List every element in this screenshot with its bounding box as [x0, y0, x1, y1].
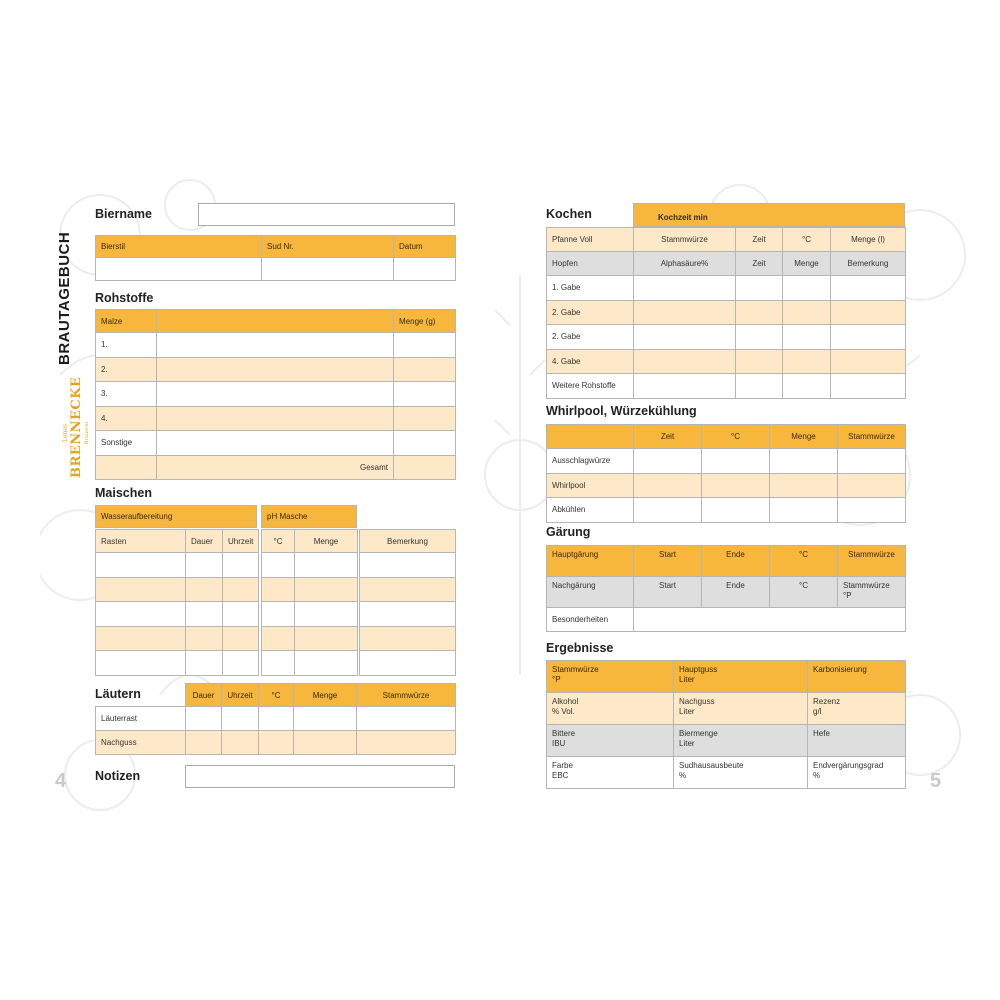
temp-input[interactable] [262, 602, 295, 627]
bemerkung-header: Bemerkung [831, 252, 906, 276]
ergebnis-cell[interactable] [674, 693, 808, 725]
besonderheiten-input[interactable] [634, 608, 906, 632]
zeit-input[interactable] [736, 374, 783, 399]
menge-input[interactable] [295, 602, 358, 627]
page-number-left: 4 [55, 770, 67, 792]
notizen-label: Notizen [95, 769, 141, 783]
ergebnisse-table [546, 660, 906, 789]
gabe-label: 2. Gabe [547, 300, 634, 325]
ergebnis-label: Sudhausausbeute [679, 761, 744, 770]
bemerkung-input[interactable] [360, 602, 456, 627]
temp-input[interactable] [259, 731, 294, 755]
uhrzeit-input[interactable] [223, 553, 259, 578]
menge-input[interactable] [783, 349, 831, 374]
dauer-input[interactable] [186, 577, 223, 602]
datum-input[interactable] [394, 258, 456, 281]
zeit-header: Zeit [634, 425, 702, 449]
menge-header: Menge (g) [394, 310, 456, 333]
dauer-input[interactable] [186, 602, 223, 627]
gabe-label: 2. Gabe [547, 325, 634, 350]
ergebnis-label: Endvergärungsgrad [813, 761, 884, 770]
rast-input[interactable] [96, 651, 186, 676]
bierstil-input[interactable] [96, 258, 262, 281]
ergebnis-cell[interactable] [547, 757, 674, 789]
hauptgaerung-label: Hauptgärung [547, 546, 634, 577]
stammwuerze-label [838, 577, 906, 608]
alphasaeure-header: Alphasäure% [634, 252, 736, 276]
menge-input[interactable] [294, 731, 357, 755]
sonstige-label: Sonstige [96, 431, 157, 456]
menge-input[interactable] [295, 577, 358, 602]
ph-maische-header: pH Masche [261, 505, 357, 528]
menge-input[interactable] [294, 707, 357, 731]
stammwuerze-input[interactable] [357, 731, 456, 755]
menge-header: Menge [294, 684, 357, 707]
ausschlagwuerze-label: Ausschlagwürze [547, 449, 634, 474]
rast-input[interactable] [96, 602, 186, 627]
alpha-input[interactable] [634, 349, 736, 374]
wasseraufbereitung-header: Wasseraufbereitung [95, 505, 257, 528]
stammwuerze-input[interactable] [838, 498, 906, 523]
ergebnis-label: Nachguss [679, 697, 715, 706]
uhrzeit-input[interactable] [223, 626, 259, 651]
uhrzeit-input[interactable] [223, 577, 259, 602]
bemerkung-input[interactable] [831, 276, 906, 301]
ergebnis-label: Farbe [552, 761, 573, 770]
bemerkung-input[interactable] [360, 577, 456, 602]
sonstige-menge-input[interactable] [394, 431, 456, 456]
whirlpool-label: Whirlpool [547, 473, 634, 498]
bemerkung-input[interactable] [360, 626, 456, 651]
menge-input[interactable] [783, 300, 831, 325]
rohstoffe-table [95, 309, 456, 480]
temp-header: °C [259, 684, 294, 707]
pfanne-voll-label: Pfanne Voll [547, 228, 634, 252]
temp-input[interactable] [702, 498, 770, 523]
alpha-input[interactable] [634, 276, 736, 301]
ergebnis-cell[interactable] [547, 725, 674, 757]
kochzeit-header: Kochzeit min [633, 203, 905, 227]
temp-header: °C [702, 425, 770, 449]
temp-input[interactable] [702, 449, 770, 474]
brautagebuch-side-title: BRAUTAGEBUCH [56, 231, 73, 365]
zeit-input[interactable] [634, 498, 702, 523]
gaerung-title: Gärung [546, 525, 591, 539]
alpha-input[interactable] [634, 325, 736, 350]
bemerkung-input[interactable] [831, 349, 906, 374]
kochen-table [546, 227, 906, 399]
zeit-label: Zeit [736, 228, 783, 252]
bemerkung-input[interactable] [831, 300, 906, 325]
rast-input[interactable] [96, 577, 186, 602]
stammwuerze-input[interactable] [357, 707, 456, 731]
malz-name-input[interactable] [157, 406, 394, 431]
bierstil-table [95, 235, 456, 281]
sud-nr-header: Sud Nr. [262, 236, 394, 258]
rast-input[interactable] [96, 626, 186, 651]
temp-input[interactable] [262, 626, 295, 651]
ergebnis-unit: % Vol. [552, 707, 575, 716]
malz-name-input[interactable] [157, 333, 394, 358]
ergebnis-label: Alkohol [552, 697, 579, 706]
gesamt-label: Gesamt [157, 455, 394, 480]
stammwuerze-input[interactable] [838, 473, 906, 498]
dauer-header: Dauer [186, 530, 223, 553]
stammwuerze-label: Stammwürze [634, 228, 736, 252]
logo-line2: BRENNECKE [69, 376, 84, 478]
whirlpool-header-blank [547, 425, 634, 449]
gabe-label: 1. Gabe [547, 276, 634, 301]
ergebnis-label: Stammwürze [552, 665, 599, 674]
bemerkung-input[interactable] [360, 651, 456, 676]
zeit-input[interactable] [634, 473, 702, 498]
laeutern-header-blank [96, 684, 186, 707]
menge-input[interactable] [295, 553, 358, 578]
menge-input[interactable] [770, 473, 838, 498]
ergebnisse-title: Ergebnisse [546, 641, 614, 655]
ergebnis-unit: Liter [679, 707, 695, 716]
menge-l-label: Menge (l) [831, 228, 906, 252]
plato-unit: °P [843, 591, 852, 600]
ergebnis-cell[interactable] [808, 661, 906, 693]
zeit-input[interactable] [736, 300, 783, 325]
malz-row-label: 2. [96, 357, 157, 382]
alpha-input[interactable] [634, 374, 736, 399]
zeit-input[interactable] [736, 349, 783, 374]
menge-header: Menge [295, 530, 358, 553]
dauer-input[interactable] [186, 553, 223, 578]
malz-name-input[interactable] [157, 357, 394, 382]
gaerung-table [546, 545, 906, 632]
weitere-rohstoffe-label: Weitere Rohstoffe [547, 374, 634, 399]
bemerkung-input[interactable] [360, 553, 456, 578]
malze-header: Malze [96, 310, 157, 333]
logo-line3: Brauerei [84, 421, 90, 445]
rasten-header: Rasten [96, 530, 186, 553]
page-number-right: 5 [930, 770, 942, 792]
menge-input[interactable] [783, 325, 831, 350]
ergebnis-label: Biermenge [679, 729, 718, 738]
ergebnis-cell[interactable] [547, 661, 674, 693]
temp-label: °C [783, 228, 831, 252]
biername-label: Biername [95, 207, 152, 221]
ergebnis-cell[interactable] [674, 725, 808, 757]
ergebnis-unit: °P [552, 675, 561, 684]
maischen-rasten-table [95, 529, 259, 676]
malz-row-label: 4. [96, 406, 157, 431]
menge-input[interactable] [295, 651, 358, 676]
zeit-input[interactable] [736, 276, 783, 301]
bemerkung-input[interactable] [831, 374, 906, 399]
zeit-input[interactable] [736, 325, 783, 350]
ergebnis-unit: EBC [552, 771, 569, 780]
ergebnis-label: Karbonisierung [813, 665, 867, 674]
laeutern-table [95, 683, 456, 755]
start-label: Start [634, 577, 702, 608]
malz-menge-input[interactable] [394, 382, 456, 407]
zeit-header: Zeit [736, 252, 783, 276]
menge-input[interactable] [770, 449, 838, 474]
temp-input[interactable] [262, 577, 295, 602]
temp-input[interactable] [702, 473, 770, 498]
sud-nr-input[interactable] [262, 258, 394, 281]
malz-row-label: 1. [96, 333, 157, 358]
logo-line1: Lenes [62, 423, 69, 443]
bemerkung-input[interactable] [831, 325, 906, 350]
sonstige-name-input[interactable] [157, 431, 394, 456]
stammwuerze-header: Stammwürze [838, 425, 906, 449]
menge-input[interactable] [295, 626, 358, 651]
uhrzeit-input[interactable] [223, 602, 259, 627]
zeit-input[interactable] [634, 449, 702, 474]
brennecke-logo [62, 376, 90, 478]
maischen-title: Maischen [95, 486, 152, 500]
uhrzeit-input[interactable] [222, 731, 259, 755]
dauer-input[interactable] [186, 626, 223, 651]
malze-header-blank [157, 310, 394, 333]
uhrzeit-input[interactable] [223, 651, 259, 676]
ende-label: Ende [702, 546, 770, 577]
ergebnis-unit: % [813, 771, 821, 780]
maischen-ph-table [261, 529, 358, 676]
rohstoffe-title: Rohstoffe [95, 291, 154, 305]
laeuterrast-label: Läuterrast [96, 707, 186, 731]
uhrzeit-input[interactable] [222, 707, 259, 731]
bierstil-header: Bierstil [96, 236, 262, 258]
uhrzeit-header: Uhrzeit [222, 684, 259, 707]
ergebnis-label: Rezenz [813, 697, 841, 706]
ergebnis-unit: g/l [813, 707, 822, 716]
uhrzeit-header: Uhrzeit [223, 530, 259, 553]
stammwuerze-header: Stammwürze [357, 684, 456, 707]
stammwuerze-text: Stammwürze [843, 581, 890, 590]
gabe-label: 4. Gabe [547, 349, 634, 374]
laeutern-title: Läutern [95, 687, 141, 701]
besonderheiten-label: Besonderheiten [547, 608, 634, 632]
temp-input[interactable] [259, 707, 294, 731]
dauer-input[interactable] [186, 651, 223, 676]
menge-input[interactable] [783, 276, 831, 301]
whirlpool-title: Whirlpool, Würzekühlung [546, 404, 697, 418]
abkuehlen-label: Abkühlen [547, 498, 634, 523]
datum-header: Datum [394, 236, 456, 258]
maischen-bemerkung-table [359, 529, 456, 676]
biername-input[interactable] [198, 203, 455, 226]
menge-input[interactable] [770, 498, 838, 523]
ergebnis-label: Hefe [813, 729, 830, 738]
ergebnis-label: Hauptguss [679, 665, 718, 674]
temp-label: °C [770, 546, 838, 577]
dauer-input[interactable] [186, 731, 222, 755]
dauer-input[interactable] [186, 707, 222, 731]
malz-name-input[interactable] [157, 382, 394, 407]
kochen-title: Kochen [546, 207, 592, 221]
ergebnis-unit: % [679, 771, 687, 780]
ergebnis-unit: IBU [552, 739, 566, 748]
ergebnis-unit: Liter [679, 675, 695, 684]
ergebnis-cell[interactable] [808, 693, 906, 725]
bemerkung-header: Bemerkung [360, 530, 456, 553]
notizen-input[interactable] [185, 765, 455, 788]
stammwuerze-input[interactable] [838, 449, 906, 474]
temp-header: °C [262, 530, 295, 553]
alpha-input[interactable] [634, 300, 736, 325]
dauer-header: Dauer [186, 684, 222, 707]
ergebnis-cell[interactable] [547, 693, 674, 725]
ergebnis-cell[interactable] [808, 725, 906, 757]
whirlpool-table [546, 424, 906, 523]
ergebnis-label: Bittere [552, 729, 576, 738]
malz-menge-input[interactable] [394, 406, 456, 431]
ergebnis-cell[interactable] [674, 757, 808, 789]
start-label: Start [634, 546, 702, 577]
temp-input[interactable] [262, 553, 295, 578]
ende-label: Ende [702, 577, 770, 608]
menge-header: Menge [770, 425, 838, 449]
stammwuerze-label: Stammwürze [838, 546, 906, 577]
nachguss-label: Nachguss [96, 731, 186, 755]
malz-menge-input[interactable] [394, 333, 456, 358]
menge-input[interactable] [783, 374, 831, 399]
ergebnis-cell[interactable] [674, 661, 808, 693]
nachgaerung-label: Nachgärung [547, 577, 634, 608]
gesamt-input[interactable] [394, 455, 456, 480]
rast-input[interactable] [96, 553, 186, 578]
hopfen-header: Hopfen [547, 252, 634, 276]
menge-header: Menge [783, 252, 831, 276]
temp-input[interactable] [262, 651, 295, 676]
ergebnis-unit: Liter [679, 739, 695, 748]
malz-menge-input[interactable] [394, 357, 456, 382]
ergebnis-cell[interactable] [808, 757, 906, 789]
malz-row-label: 3. [96, 382, 157, 407]
gesamt-blank [96, 455, 157, 480]
temp-label: °C [770, 577, 838, 608]
